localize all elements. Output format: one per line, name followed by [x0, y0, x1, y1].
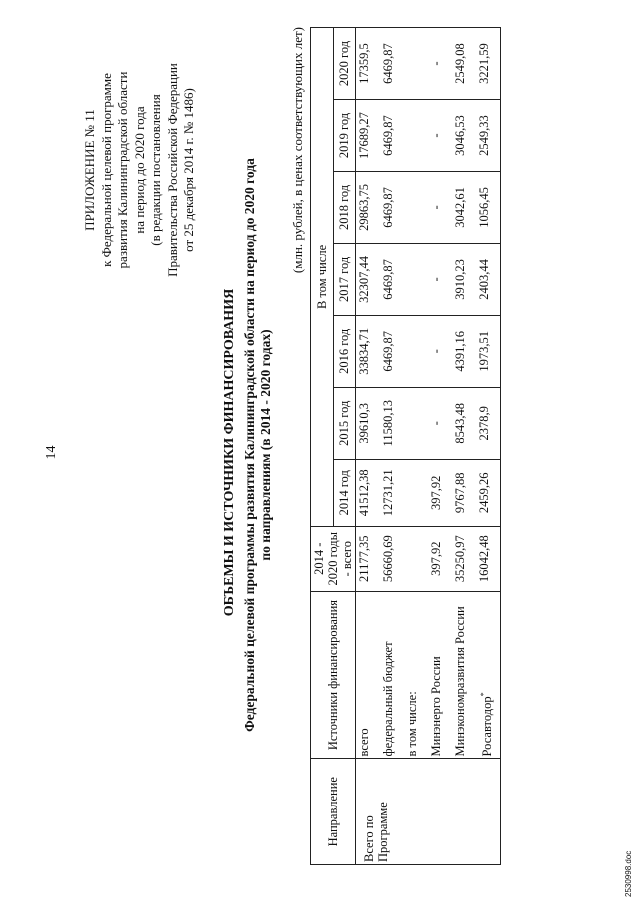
- appendix-header: [82, 25, 198, 315]
- year-cell: 32307,44: [356, 243, 381, 315]
- year-cell: 3910,23: [452, 243, 476, 315]
- year-cell: -: [428, 28, 452, 100]
- header-year: 2016 год: [333, 315, 356, 387]
- year-cell: 9767,88: [452, 459, 476, 526]
- header-direction: Направление: [311, 759, 356, 865]
- year-cell: 6469,87: [380, 315, 404, 387]
- year-cell: [404, 387, 428, 459]
- source-cell: всего: [356, 591, 381, 759]
- source-cell: Минэкономразвития России: [452, 591, 476, 759]
- direction-cell: Всего по Программе: [356, 759, 501, 865]
- table-row: [452, 28, 476, 865]
- year-cell: 6469,87: [380, 100, 404, 172]
- year-cell: 2378,9: [476, 387, 501, 459]
- year-cell: -: [428, 315, 452, 387]
- header-year: 2015 год: [333, 387, 356, 459]
- year-cell: 3042,61: [452, 171, 476, 243]
- year-cell: 12731,21: [380, 459, 404, 526]
- appendix-line: к Федеральной целевой программе: [98, 73, 114, 267]
- year-cell: 2549,33: [476, 100, 501, 172]
- year-cell: [404, 459, 428, 526]
- total-cell: [404, 526, 428, 591]
- year-cell: 2403,44: [476, 243, 501, 315]
- document-filename: 2530998.doc: [624, 850, 633, 897]
- appendix-line: (в редакции постановления: [148, 94, 163, 246]
- subtitle-line: по направлениям (в 2014 - 2020 годах): [258, 329, 273, 561]
- source-text: Росавтодор: [480, 696, 495, 757]
- source-cell: [476, 591, 501, 759]
- header-total: 2014 - 2020 годы - всего: [311, 526, 356, 591]
- year-cell: 1056,45: [476, 171, 501, 243]
- source-cell: федеральный бюджет: [380, 591, 404, 759]
- table-row: [404, 28, 428, 865]
- units-note: (млн. рублей, в ценах соответствующих лет): [290, 27, 305, 274]
- year-cell: 17359,5: [356, 28, 381, 100]
- year-cell: 3221,59: [476, 28, 501, 100]
- appendix-line: развития Калининградской области: [115, 71, 130, 269]
- appendix-line: ПРИЛОЖЕНИЕ № 11: [82, 109, 97, 231]
- total-cell: 21177,35: [356, 526, 381, 591]
- header-year: 2017 год: [333, 243, 356, 315]
- subtitle-line: Федеральной целевой программы развития Калининградской области на период до 2020 года: [242, 158, 257, 732]
- header-sources: Источники финансирования: [311, 591, 356, 759]
- year-cell: 8543,48: [452, 387, 476, 459]
- year-cell: 6469,87: [380, 28, 404, 100]
- year-cell: -: [428, 387, 452, 459]
- year-cell: [404, 28, 428, 100]
- year-cell: [404, 243, 428, 315]
- year-cell: [404, 100, 428, 172]
- year-cell: -: [428, 100, 452, 172]
- header-year: 2020 год: [333, 28, 356, 100]
- year-cell: 6469,87: [380, 243, 404, 315]
- year-cell: 11580,13: [380, 387, 404, 459]
- year-cell: 1973,51: [476, 315, 501, 387]
- year-cell: -: [428, 171, 452, 243]
- table-row: [356, 28, 381, 865]
- total-cell: 56660,69: [380, 526, 404, 591]
- footnote-mark: *: [479, 692, 488, 697]
- page-number: 14: [44, 445, 59, 460]
- year-cell: [404, 171, 428, 243]
- source-cell: в том числе:: [404, 591, 428, 759]
- document-subtitle: [242, 85, 274, 805]
- appendix-line: от 25 декабря 2014 г. № 1486): [181, 88, 196, 252]
- header-year: 2014 год: [333, 459, 356, 526]
- year-cell: 3046,53: [452, 100, 476, 172]
- header-including: В том числе: [311, 28, 334, 527]
- total-cell: 35250,97: [452, 526, 476, 591]
- document-title: ОБЪЕМЫ И ИСТОЧНИКИ ФИНАНСИРОВАНИЯ: [222, 288, 237, 617]
- table-row: [380, 28, 404, 865]
- year-cell: 17689,27: [356, 100, 381, 172]
- table-row: [428, 28, 452, 865]
- header-year: 2019 год: [333, 100, 356, 172]
- year-cell: 397,92: [428, 459, 452, 526]
- source-cell: Минэнерго России: [428, 591, 452, 759]
- table-row: [476, 28, 501, 865]
- financing-table: [310, 27, 501, 865]
- year-cell: 6469,87: [380, 171, 404, 243]
- total-cell: 397,92: [428, 526, 452, 591]
- year-cell: 41512,38: [356, 459, 381, 526]
- appendix-line: на период до 2020 года: [131, 106, 147, 234]
- year-cell: [404, 315, 428, 387]
- year-cell: 33834,71: [356, 315, 381, 387]
- year-cell: 29863,75: [356, 171, 381, 243]
- year-cell: 39610,3: [356, 387, 381, 459]
- year-cell: 2549,08: [452, 28, 476, 100]
- year-cell: -: [428, 243, 452, 315]
- appendix-line: Правительства Российской Федерации: [164, 63, 180, 277]
- total-cell: 16042,48: [476, 526, 501, 591]
- header-year: 2018 год: [333, 171, 356, 243]
- year-cell: 2459,26: [476, 459, 501, 526]
- year-cell: 4391,16: [452, 315, 476, 387]
